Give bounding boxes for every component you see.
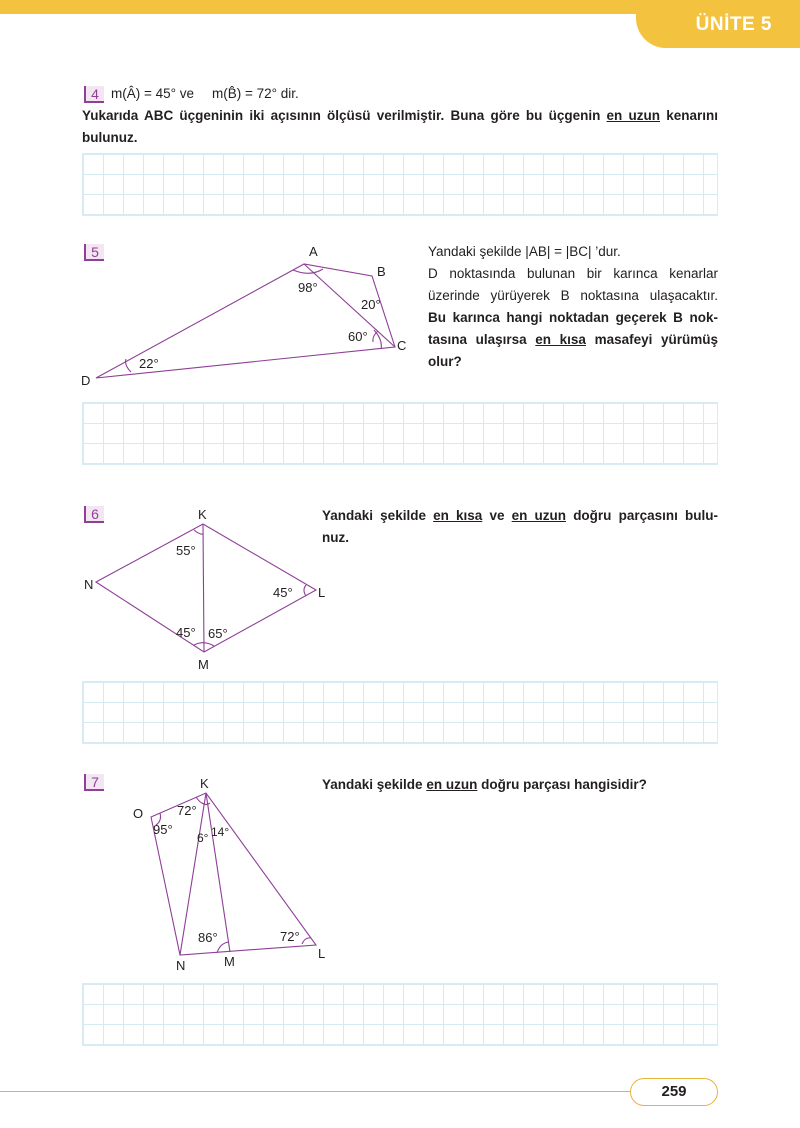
q4-given-angle-a: m(Â) = 45° ve (111, 86, 195, 101)
q6-angle-m-right: 65° (208, 626, 228, 641)
q6-angle-l: 45° (273, 585, 293, 600)
q5-angle-20: 20° (361, 297, 381, 312)
answer-grid-q7[interactable] (82, 983, 718, 1046)
q6-emphasis-long: en uzun (511, 508, 567, 523)
q7-label-l: L (318, 946, 326, 961)
q4-emphasis: en uzun (606, 108, 660, 123)
q6-angle-m-left: 45° (176, 625, 196, 640)
q7-question-text: Yandaki şekilde en uzun doğru parçası hangisidir? (322, 777, 647, 792)
q7-label-o: O (133, 806, 144, 821)
q6-label-m: M (198, 657, 209, 672)
q5-label-a: A (309, 244, 318, 259)
q6-emphasis-short: en kısa (433, 508, 483, 523)
unit-label: ÜNİTE 5 (695, 14, 772, 35)
question-6-number: 6 (84, 506, 104, 523)
q7-label-m: M (224, 954, 235, 969)
q6-angle-k: 55° (176, 543, 196, 558)
q4-given-angle-b: m(B̂) = 72° dir. (212, 86, 299, 101)
question-5-number: 5 (84, 244, 104, 261)
q7-label-k: K (200, 776, 209, 791)
q4-question-text: Yukarıda ABC üçgeninin iki açısının ölçüsü verilmiştir. Buna göre bu üçgenin en uzun kenarını bulunuz. (82, 108, 718, 145)
q5-question-text: Yandaki şekilde |AB| = |BC| ’dur. D noktasında bulunan bir karınca kenarlar üzerinde yürüyerek B noktasına ulaşacaktır. Bu karınca hangi noktadan geçerek B nok- tasına ulaşırsa en kısa masafeyi yürümüş olur? (428, 244, 718, 369)
q7-angle-k-14: 14° (211, 825, 230, 839)
q7-emphasis: en uzun (426, 777, 478, 792)
q5-label-b: B (377, 264, 386, 279)
question-7-number: 7 (84, 774, 104, 791)
q5-angle-c: 60° (348, 329, 368, 344)
q7-angle-o: 95° (153, 822, 173, 837)
q5-angle-a: 98° (298, 280, 318, 295)
q7-angle-k-top: 72° (177, 803, 197, 818)
q5-label-d: D (81, 373, 91, 388)
q7-angle-l: 72° (280, 929, 300, 944)
q5-label-c: C (397, 338, 407, 353)
page-number-box (630, 1078, 718, 1106)
q6-label-l: L (318, 585, 326, 600)
q6-label-k: K (198, 507, 207, 522)
question-4-number: 4 (84, 86, 104, 103)
q5-angle-d: 22° (139, 356, 159, 371)
q7-label-n: N (176, 958, 186, 973)
q5-emphasis: en kısa (535, 332, 586, 347)
q7-angle-m: 86° (198, 930, 218, 945)
footer-line (0, 1091, 640, 1092)
q6-question-text: Yandaki şekilde en kısa ve en uzun doğru parçasını bulu- nuz. (322, 508, 718, 545)
page-number: 259 (661, 1083, 687, 1100)
q6-label-n: N (84, 577, 94, 592)
q7-angle-k-6: 6° (197, 831, 209, 845)
